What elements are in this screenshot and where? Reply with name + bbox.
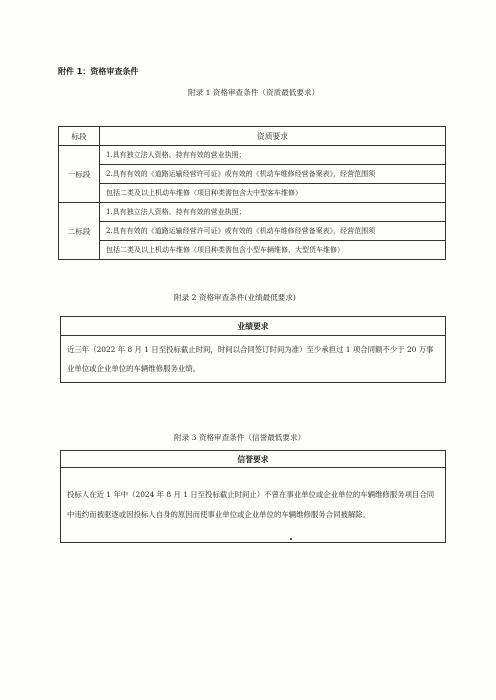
qualification-table-header xyxy=(59,127,446,146)
header-qualification: 资质要求 xyxy=(100,127,446,146)
header-performance: 业绩要求 xyxy=(61,317,446,336)
segment-1-line-2: 2.具有有效的《道路运输经营许可证》或有效的《机动车维修经营备案表》，经营范围须 xyxy=(100,165,446,184)
segment-1-line-3: 包括二类及以上机动车维修（项目种类需包含大中型客车维修） xyxy=(100,184,446,203)
table-row xyxy=(61,336,446,383)
segment-2-label: 二标段 xyxy=(59,203,100,260)
credit-requirement-text: 投标人在近 1 年中（2024 年 8 月 1 日至投标截止时间止）不曾在事业单位或企业单位的车辆维修服务项目合同中违约而被驱逐或因投标人自身的原因而使事业单位或企业单位的车辆维修服务合同被解除。 xyxy=(61,468,446,543)
appendix2-caption: 附录 2 资格审查条件(业绩最低要求) xyxy=(174,293,296,302)
segment-2-line-1: 1.具有独立法人资格、持有有效的营业执照； xyxy=(100,203,446,222)
appendix3-caption: 附录 3 资格审查条件（信誉最低要求） xyxy=(174,433,306,442)
table-row xyxy=(59,203,446,222)
segment-2-line-3: 包括二类及以上机动车维修（项目种类需包含小型车辆维修、大型货车维修） xyxy=(100,241,446,260)
attachment-heading: 附件 1：资格审查条件 xyxy=(58,67,139,76)
table-row xyxy=(59,241,446,260)
segment-1-label: 一标段 xyxy=(59,146,100,203)
qualification-table xyxy=(58,126,446,260)
scan-speck xyxy=(290,538,292,540)
table-row xyxy=(59,165,446,184)
table-row xyxy=(59,222,446,241)
header-credit: 信誉要求 xyxy=(61,451,446,468)
performance-table xyxy=(60,316,446,383)
credit-table xyxy=(60,450,446,543)
performance-requirement-text: 近三年（2022 年 8 月 1 日至投标截止时间，时间以合同签订时间为准）至少承担过 1 项合同额不少于 20 万事业单位或企业单位的车辆维修服务业绩。 xyxy=(61,336,446,383)
header-segment: 标段 xyxy=(59,127,100,146)
table-row xyxy=(61,468,446,543)
segment-1-line-1: 1.具有独立法人资格、持有有效的营业执照； xyxy=(100,146,446,165)
performance-table-header xyxy=(61,317,446,336)
table-row xyxy=(59,146,446,165)
credit-table-header xyxy=(61,451,446,468)
segment-2-line-2: 2.具有有效的《道路运输经营许可证》或有效的《机动车维修经营备案表》，经营范围须 xyxy=(100,222,446,241)
table-row xyxy=(59,184,446,203)
appendix1-caption: 附录 1 资格审查条件（资质最低要求） xyxy=(188,88,320,97)
